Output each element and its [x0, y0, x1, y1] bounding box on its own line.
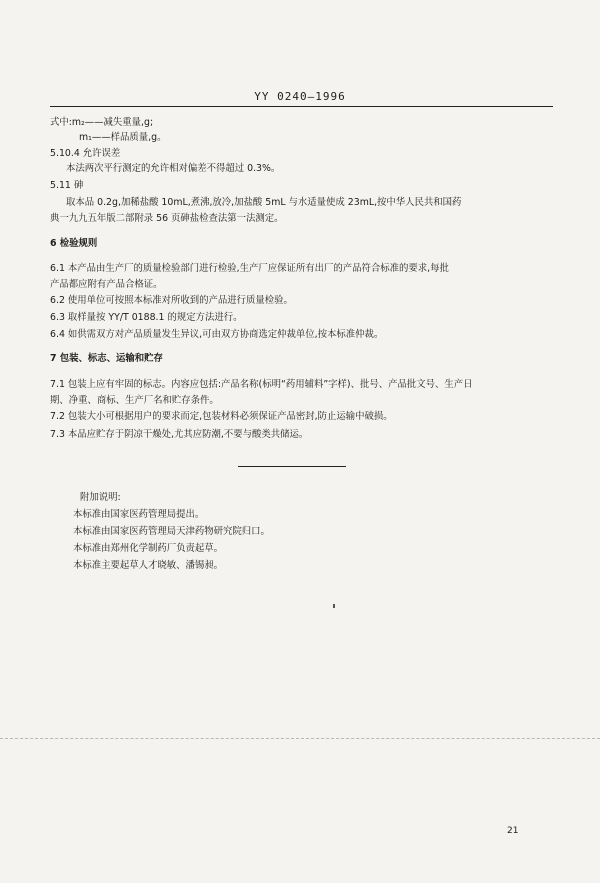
- section-divider: [238, 466, 346, 467]
- formula-line-2: m₁——样品质量,g。: [79, 132, 167, 143]
- section-7-1-line-2: 期、净重、商标、生产厂名和贮存条件。: [50, 395, 219, 406]
- appendix-line-2: 本标准由国家医药管理局天津药物研究院归口。: [73, 526, 270, 537]
- standard-code: YY 0240—1996: [254, 90, 346, 103]
- formula-line-1: 式中:m₂——减失重量,g;: [50, 117, 154, 128]
- section-6-3: 6.3 取样量按 YY/T 0188.1 的规定方法进行。: [50, 312, 243, 323]
- scan-speck: [333, 604, 335, 608]
- appendix-title: 附加说明:: [80, 492, 121, 503]
- section-6-4: 6.4 如供需双方对产品质量发生异议,可由双方协商选定仲裁单位,按本标准仲裁。: [50, 329, 384, 340]
- section-5-11-title: 5.11 砷: [50, 180, 84, 191]
- section-5-10-4-title: 5.10.4 允许误差: [50, 148, 121, 159]
- scan-artifact-line: [0, 738, 600, 739]
- header-rule: [50, 106, 553, 107]
- section-6-2: 6.2 使用单位可按照本标准对所收到的产品进行质量检验。: [50, 295, 293, 306]
- section-6-1-line-1: 6.1 本产品由生产厂的质量检验部门进行检验,生产厂应保证所有出厂的产品符合标准的要求,每批: [50, 263, 449, 274]
- section-7-3: 7.3 本品应贮存于阴凉干燥处,尤其应防潮,不要与酸类共储运。: [50, 429, 309, 440]
- appendix-line-1: 本标准由国家医药管理局提出。: [73, 509, 205, 520]
- section-5-11-text-2: 典一九九五年版二部附录 56 页砷盐检查法第一法测定。: [50, 213, 284, 224]
- section-5-10-4-text: 本法两次平行测定的允许相对偏差不得超过 0.3%。: [66, 163, 281, 174]
- appendix-line-4: 本标准主要起草人才晓敏、潘锡昶。: [73, 560, 224, 571]
- section-6-1-line-2: 产品都应附有产品合格证。: [50, 279, 163, 290]
- section-5-11-text-1: 取本品 0.2g,加稀盐酸 10mL,煮沸,放冷,加盐酸 5mL 与水适量使成 23mL,按中华人民共和国药: [66, 197, 462, 208]
- section-7-title: 7 包装、标志、运输和贮存: [50, 353, 163, 364]
- section-7-2: 7.2 包装大小可根据用户的要求而定,包装材料必须保证产品密封,防止运输中破损。: [50, 411, 393, 422]
- appendix-line-3: 本标准由郑州化学制药厂负责起草。: [73, 543, 224, 554]
- section-6-title: 6 检验规则: [50, 238, 98, 249]
- section-7-1-line-1: 7.1 包装上应有牢固的标志。内容应包括:产品名称(标明“药用辅料”字样)、批号、产品批文号、生产日: [50, 379, 473, 390]
- page-number: 21: [507, 826, 519, 836]
